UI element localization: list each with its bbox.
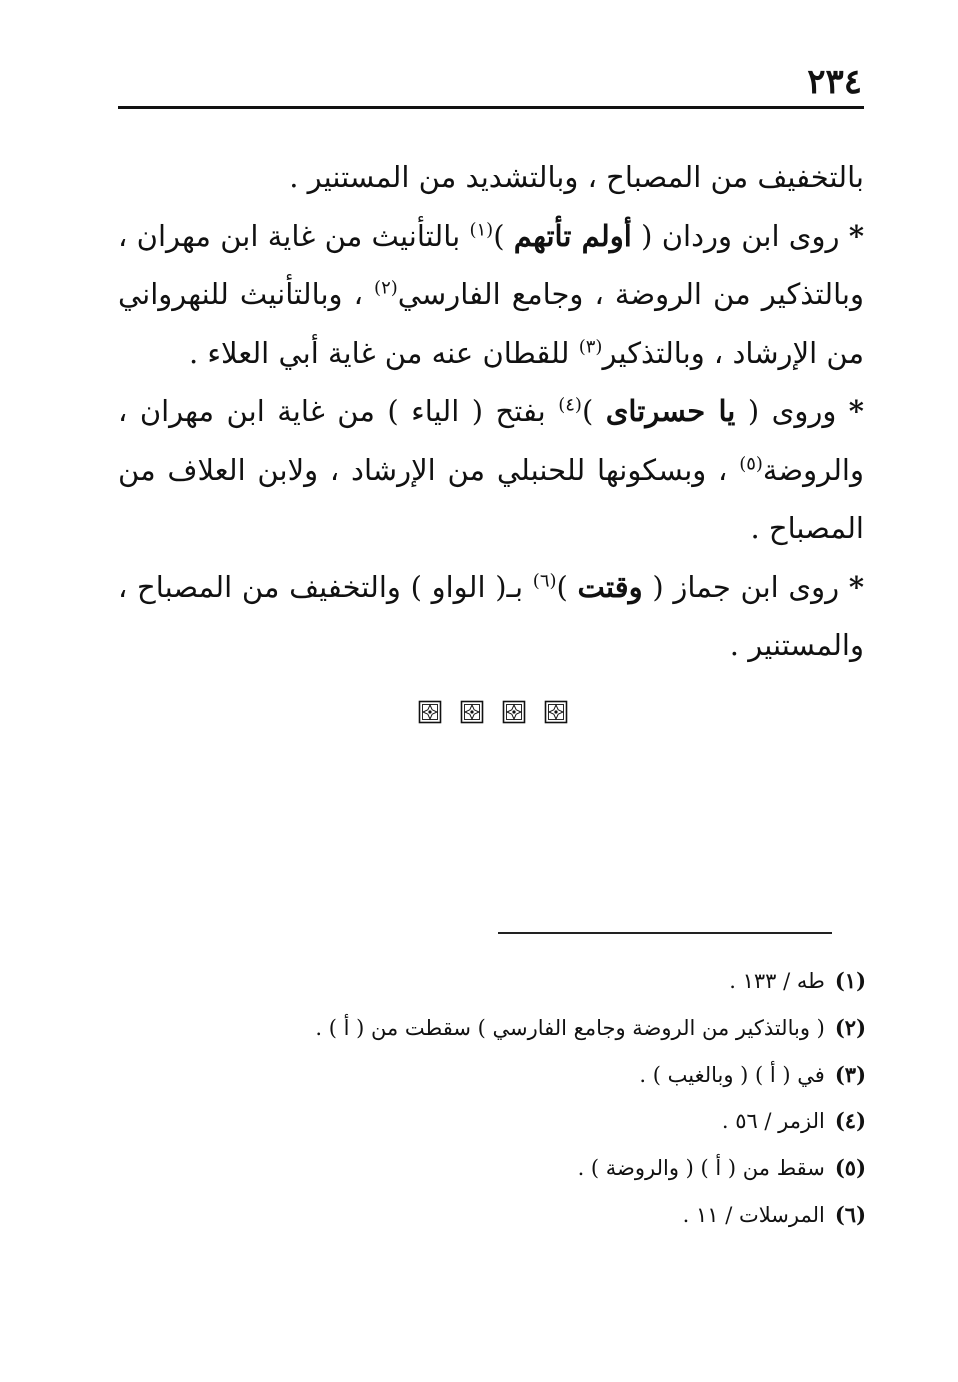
main-text	[118, 148, 864, 675]
paragraph	[118, 148, 864, 207]
footnote-item	[118, 1052, 866, 1099]
footnote-number: (٤)	[834, 1108, 866, 1134]
footnote-reference: (٦)	[532, 569, 557, 591]
asterisk-marker: *	[848, 218, 864, 253]
footnote-reference: (٤)	[558, 394, 582, 416]
text-run: روى ابن وردان (	[631, 218, 849, 253]
footnote-text: في ( أ ) ( وبالغيب ) .	[639, 1062, 825, 1087]
paragraph	[118, 207, 864, 383]
footnote-text: ( وبالتذكير من الروضة وجامع الفارسي ) سقطت من ( أ ) .	[315, 1015, 825, 1040]
asterisk-marker: *	[848, 569, 864, 604]
footnote-text: الزمر / ٥٦ .	[721, 1109, 825, 1134]
footnote-reference: (٣)	[578, 335, 603, 357]
section-divider-ornaments	[418, 697, 568, 727]
text-run: )	[493, 218, 514, 253]
footnote-number: (٦)	[834, 1201, 866, 1227]
footnote-item	[118, 1098, 866, 1145]
footnote-item	[118, 1145, 866, 1192]
footnote-item	[118, 958, 866, 1005]
page-number: ٢٣٤	[807, 62, 862, 102]
quoted-term: يا حسرتاى	[605, 394, 736, 428]
ornament-star-icon	[418, 700, 442, 724]
footnote-text: طه / ١٣٣ .	[729, 969, 825, 993]
footnote-text: سقط من ( أ ) ( والروضة ) .	[577, 1156, 825, 1181]
quoted-term: وقتت	[577, 569, 643, 604]
text-run: وروى (	[735, 394, 849, 428]
footnote-reference: (٥)	[739, 452, 763, 474]
footnote-item	[118, 1192, 866, 1239]
text-run: روى ابن جماز (	[642, 569, 849, 604]
text-run: )	[556, 569, 578, 604]
text-run: ، وبالتأنيث للنهرواني من الإرشاد ، وبالتذكير	[118, 277, 864, 370]
footnotes	[118, 958, 866, 1239]
ornament-star-icon	[460, 700, 484, 724]
text-run: بالتخفيف من المصباح ، وبالتشديد من المستنير .	[289, 160, 864, 194]
footnote-number: (٥)	[834, 1155, 866, 1181]
header-rule	[118, 106, 864, 109]
paragraph	[118, 382, 864, 558]
footnote-reference: (١)	[469, 218, 494, 240]
footnote-item	[118, 1005, 866, 1052]
footnote-number: (١)	[834, 968, 866, 993]
text-run: للقطان عنه من غاية أبي العلاء .	[188, 335, 579, 370]
asterisk-marker: *	[848, 394, 864, 428]
text-run: بالتأنيث من غاية ابن مهران ، وبالتذكير من الروضة ، وجامع الفارسي	[118, 218, 864, 311]
quoted-term: أولم تأتهم	[513, 218, 632, 253]
ornament-star-icon	[544, 700, 568, 724]
text-run: ، وبسكونها للحنبلي من الإرشاد ، ولابن العلاف من المصباح .	[118, 452, 864, 545]
text-run: بـ( الواو ) والتخفيف من المصباح ، والمستنير .	[118, 569, 864, 662]
text-run: بفتح ( الياء ) من غاية ابن مهران ، والروضة	[118, 394, 864, 487]
footnote-text: المرسلات / ١١ .	[682, 1202, 825, 1227]
footnote-number: (٢)	[834, 1014, 866, 1040]
ornament-star-icon	[502, 700, 526, 724]
footnote-reference: (٢)	[374, 277, 398, 299]
footnote-number: (٣)	[834, 1061, 866, 1087]
footnote-rule	[498, 932, 832, 934]
paragraph	[118, 558, 864, 675]
text-run: )	[581, 394, 606, 428]
